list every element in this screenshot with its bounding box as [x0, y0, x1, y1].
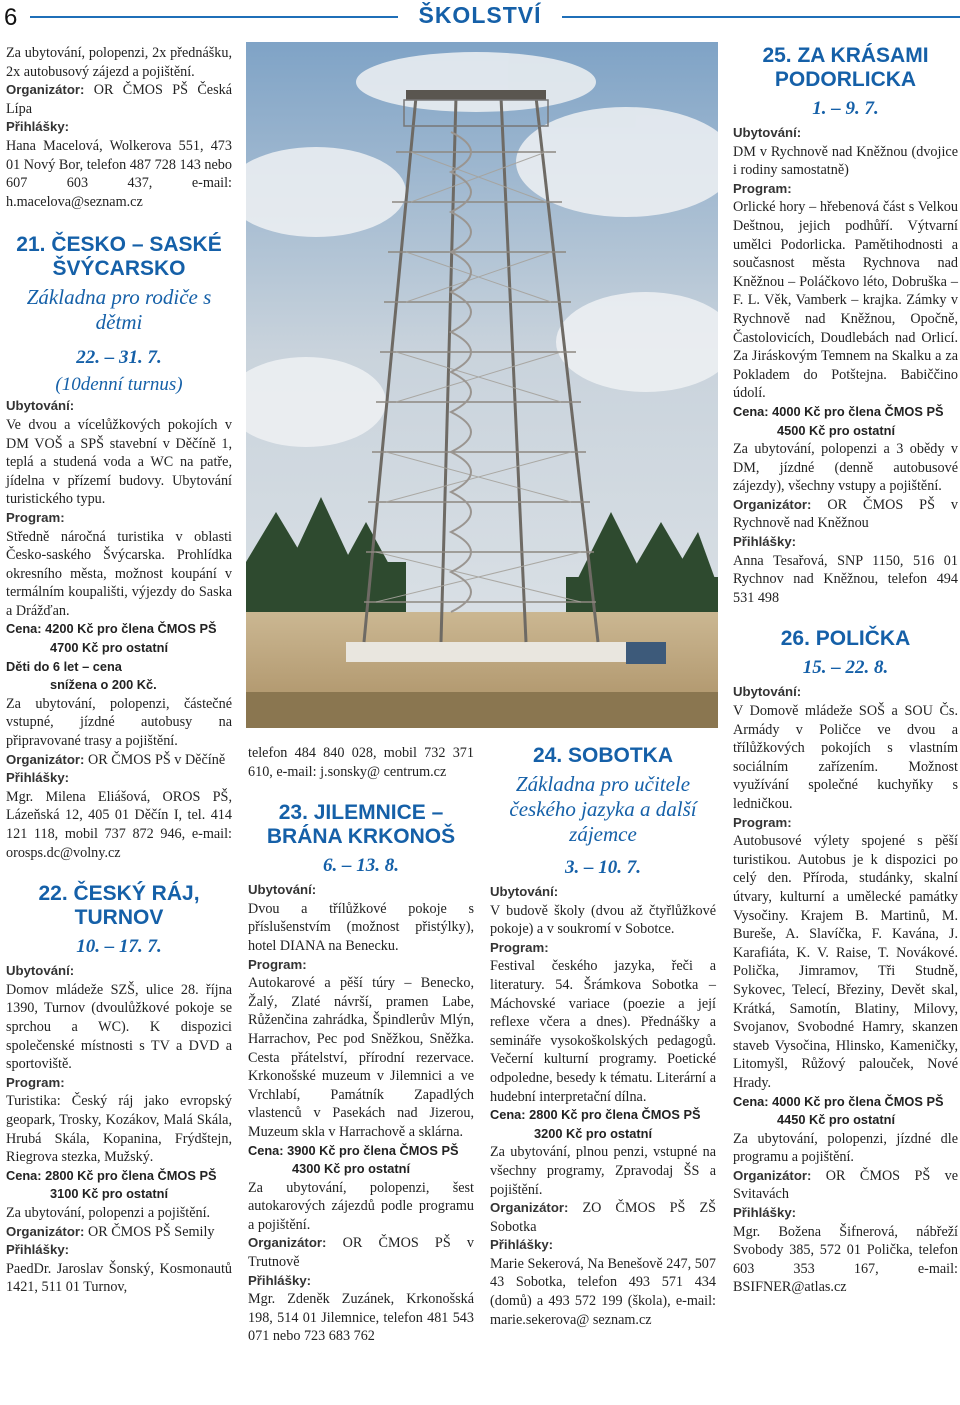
header-rule-right — [562, 16, 960, 18]
section-title: ŠKOLSTVÍ — [418, 2, 542, 28]
price-note: Za ubytování, polopenzi, jízdné dle programu a pojištění. — [733, 1130, 958, 1166]
program-value: Festival českého jazyka, řeči a literatury. 54. Šrámkova Sobotka – Máchovské variace (poezie a její reflexe včera a dnes). Přednášky a semináře vysokoškolských pedagogů. Večerní kulturní programy. Poetické odpoledne, besedy k tématu. Literární a hudební interpretační dílna. — [490, 958, 716, 1105]
price-member: Cena: 3900 Kč pro člena ČMOS PŠ — [248, 1142, 459, 1158]
registration-value: Mgr. Milena Eliášová, OROS PŠ, Lázeňská 12, 405 01 Děčín I, tel. 414 121 118, mobil 737 872 946, e-mail: orosps.dc@volny.cz — [6, 788, 232, 861]
price-other: 4500 Kč pro ostatní — [777, 422, 896, 438]
tower-photo — [246, 42, 718, 728]
section-26-date: 15. – 22. 8. — [802, 657, 889, 679]
accommodation-label: Ubytování: — [248, 882, 317, 898]
section-25-date: 1. – 9. 7. — [812, 98, 879, 119]
section-22-title: 22. ČESKÝ RÁJ, TURNOV — [38, 882, 200, 930]
section-23-title: 23. JILEMNICE – BRÁNA KRKONOŠ — [266, 801, 456, 849]
organizer-label: Organizátor: — [733, 1167, 812, 1183]
registration-label: Přihlášky: — [733, 1205, 797, 1221]
registration-value: PaedDr. Jaroslav Šonský, Kosmonautů 1421, 511 01 Turnov, — [6, 1260, 232, 1296]
section-22 — [6, 882, 232, 1297]
accommodation-value: Dvou a třílůžkové pokoje s příslušenstvím (možnost přistýlky), hotel DIANA na Benecku. — [248, 900, 474, 954]
section-21-title: 21. ČESKO – SASKÉ ŠVÝCARSKO — [16, 233, 222, 281]
accommodation-label: Ubytování: — [733, 125, 802, 140]
accommodation-value: V Domově mládeže SOŠ a SOU Čs. Armády v Poličce ve dvou a třílůžkových pokojích s vlastním sociálním zařízením. Možnost využívání společné kuchyňky s ledničkou. — [733, 703, 958, 812]
price-other: 4450 Kč pro ostatní — [777, 1112, 896, 1128]
program-value: Autobusové výlety spojené s pěší turistikou. Autobus je k dispozici po celý den. Příroda, studánky, skalní útvary, kulturní a umělecké památky Vysočiny. Krajem B. Martinů, M. Bureše, A. Slavíčka, F. Kavána, J. Karafiáta, K. V. Raise, T. Novákové. Polička, Jimramov, Tři Studně, Sykovec, Telecí, Březiny, Devět skal, Krátká, Samotín, Blatiny, Milovy, Svojanov, Svobodné Hamry, skanzen staveb Vysočina, Hlinsko, Kameničky, Litomyšl, Růžový palouček, Nové Hrady. — [733, 833, 958, 1091]
accommodation-value: Ve dvou a vícelůžkových pokojích v DM VOŠ a SPŠ stavební v Děčíně 1, teplá a studená voda a WC na patře, jídelna v přízemí budovy. Ubytování turistického typu. — [6, 416, 232, 508]
organizer-value: OR ČMOS PŠ Česká Lípa — [6, 82, 232, 117]
column-2 — [248, 744, 474, 1346]
column-3 — [490, 744, 716, 1329]
section-24-date: 3. – 10. 7. — [565, 857, 641, 878]
program-label: Program: — [733, 814, 792, 830]
accommodation-value: V budově školy (dvou až čtyřlůžkové pokoje) a v soukromí v Sobotce. — [490, 902, 716, 938]
page-number: 6 — [4, 4, 18, 31]
organizer-value: OR ČMOS PŠ v Rychnově nad Kněžnou — [733, 496, 958, 532]
organizer-label: Organizátor: — [6, 1223, 85, 1239]
organizer-label: Organizátor: — [6, 751, 85, 767]
page-header — [0, 0, 960, 38]
accommodation-label: Ubytování: — [6, 398, 75, 414]
price-other: 3200 Kč pro ostatní — [534, 1125, 653, 1141]
registration-value: Anna Tesařová, SNP 1150, 516 01 Rychnov nad Kněžnou, telefon 494 531 498 — [733, 552, 958, 606]
price-note: Za ubytování, polopenzi, šest autokarových zájezdů podle programu a pojištění. — [248, 1179, 474, 1233]
organizer-label: Organizátor: — [490, 1200, 569, 1216]
program-label: Program: — [490, 939, 549, 955]
price-note: Za ubytování, polopenzi a 3 obědy v DM, jízdné (denně autobusové zájezdy), všechny vstupy a pojištění. — [733, 441, 958, 495]
header-rule-left — [30, 16, 398, 18]
registration-value: Mgr. Božena Šifnerová, nábřeží Svobody 385, 572 01 Polička, telefon 603 353 167, e-mail: BSIFNER@atlas.cz — [733, 1223, 958, 1296]
organizer-label: Organizátor: — [248, 1235, 327, 1251]
price-other: 3100 Kč pro ostatní — [50, 1186, 169, 1202]
organizer-value: OR ČMOS PŠ Semily — [87, 1223, 215, 1240]
registration-label: Přihlášky: — [490, 1237, 554, 1253]
continuation-text: telefon 484 840 028, mobil 732 371 610, e-mail: j.sonsky@ centrum.cz — [248, 745, 474, 780]
accommodation-label: Ubytování: — [733, 684, 802, 700]
section-21 — [6, 233, 232, 862]
section-21-turnus: (10denní turnus) — [55, 374, 183, 396]
section-21-date: 22. – 31. 7. — [76, 347, 162, 369]
section-23-date: 6. – 13. 8. — [323, 855, 399, 877]
organizer-value: OR ČMOS PŠ v Děčíně — [87, 751, 226, 768]
section-22-date: 10. – 17. 7. — [76, 936, 162, 958]
program-label: Program: — [248, 956, 307, 972]
price-note: Za ubytování, plnou penzi, vstupné na všechny programy, Zpravodaj ŠS a pojištění. — [490, 1144, 716, 1198]
organizer-label: Organizátor: — [733, 496, 812, 512]
intro-text: Za ubytování, polopenzi, 2x přednášku, 2x autobusový zájezd a pojištění. — [6, 45, 232, 80]
organizer-value: OR ČMOS PŠ v Trutnově — [248, 1235, 474, 1271]
program-value: Orlické hory – hřebenová část s Velkou Deštnou, jejich podhůří. Výtvarní umělci Podorlicka. Pamětihodnosti a současnost města Rychnova nad Kněžnou – Poláčkovo léto, Dobruška – F. L. Věk, Vamberk – krajka. Zámky v Rychnově nad Kněžnou, Opočně, Častolovicích, Doudlebách nad Orlicí. Za Jiráskovým Temnem na Skalku a za Pokladem do Potštejna. Babiččino údolí. — [733, 199, 958, 402]
registration-label: Přihlášky: — [6, 119, 70, 135]
program-value: Autokarové a pěší túry – Benecko, Žalý, Zlaté návrší, pramen Labe, Růženčina zahrádka, Špindlerův Mlýn, Harrachov, Pec pod Sněžkou, Sněžka. Cesta přátelství, přírodní rezervace. Krkonošské muzeum v Jilemnici a ve Vrchlabí, Památník Zapadlých vlastenců v Pasekách nad Jizerou, Muzeum skla v Harrachově a sklárna. — [248, 975, 474, 1140]
program-label: Program: — [733, 180, 792, 196]
accommodation-label: Ubytování: — [490, 884, 559, 899]
price-member: Cena: 2800 Kč pro člena ČMOS PŠ — [490, 1107, 701, 1123]
lookout-tower-image — [246, 42, 718, 728]
price-other: 4300 Kč pro ostatní — [292, 1161, 411, 1177]
section-23 — [248, 801, 474, 1346]
organizer-value: OR ČMOS PŠ ve Svitavách — [733, 1167, 958, 1203]
price-note: Za ubytování, polopenzi a pojištění. — [6, 1204, 211, 1221]
price-member: Cena: 4000 Kč pro člena ČMOS PŠ — [733, 403, 944, 419]
column-1 — [6, 44, 232, 1297]
price-children: Děti do 6 let – cena — [6, 658, 122, 674]
price-member: Cena: 4000 Kč pro člena ČMOS PŠ — [733, 1093, 944, 1109]
registration-label: Přihlášky: — [6, 770, 70, 786]
program-value: Turistika: Český ráj jako evropský geopark, Trosky, Kozákov, Malá Skála, Hrubá Skála, Kopanina, Frýdštejn, Riegrova stezka, Mužský. — [6, 1093, 232, 1166]
section-24-title: 24. SOBOTKA — [532, 744, 674, 767]
program-value: Středně náročná turistika v oblasti Česko-saského Švýcarska. Prohlídka okresního města, možnost koupání v termálním koupališti, výjezdy do Saska a Drážďan. — [6, 528, 232, 619]
accommodation-value: Domov mládeže SZŠ, ulice 28. října 1390, Turnov (dvoulůžkové pokoje se sprchou a WC). K dispozici společenské místnosti s TV a DVD a sportoviště. — [6, 981, 232, 1073]
section-24 — [490, 744, 716, 1329]
registration-value: Hana Macelová, Wolkerova 551, 473 01 Nový Bor, telefon 487 728 143 nebo 607 603 437, e-mail: h.macelova@seznam.cz — [6, 137, 232, 210]
section-25 — [733, 44, 958, 607]
section-25-title: 25. ZA KRÁSAMI PODORLICKA — [762, 44, 929, 91]
price-other: 4700 Kč pro ostatní — [50, 640, 169, 656]
program-label: Program: — [6, 509, 65, 525]
price-note: Za ubytování, polopenzi, částečné vstupné, jízdné autobusy na připravované trasy a pojištění. — [6, 695, 232, 750]
section-26 — [733, 627, 958, 1297]
section-24-subtitle: Základna pro učitele českého jazyka a další zájemce — [509, 772, 697, 846]
accommodation-value: DM v Rychnově nad Kněžnou (dvojice i rodiny samostatně) — [733, 143, 958, 179]
accommodation-label: Ubytování: — [6, 963, 75, 979]
registration-label: Přihlášky: — [248, 1272, 312, 1288]
price-member: Cena: 2800 Kč pro člena ČMOS PŠ — [6, 1167, 217, 1183]
section-26-title: 26. POLIČKA — [780, 627, 911, 651]
program-label: Program: — [6, 1074, 65, 1090]
registration-label: Přihlášky: — [6, 1242, 70, 1258]
registration-value: Marie Sekerová, Na Benešově 247, 507 43 Sobotka, telefon 493 571 434 (domů) a 493 572 199 (škola), e-mail: marie.sekerova@ seznam.cz — [490, 1255, 716, 1328]
section-21-subtitle: Základna pro rodiče s dětmi — [26, 285, 212, 335]
column-4 — [733, 44, 958, 1297]
registration-label: Přihlášky: — [733, 534, 797, 550]
registration-value: Mgr. Zdeněk Zuzánek, Krkonošská 198, 514 01 Jilemnice, telefon 481 543 071 nebo 723 683 762 — [248, 1291, 474, 1345]
price-children-discount: snížena o 200 Kč. — [50, 677, 157, 693]
price-member: Cena: 4200 Kč pro člena ČMOS PŠ — [6, 621, 217, 637]
organizer-value: ZO ČMOS PŠ ZŠ Sobotka — [490, 1200, 716, 1235]
organizer-label: Organizátor: — [6, 82, 85, 98]
